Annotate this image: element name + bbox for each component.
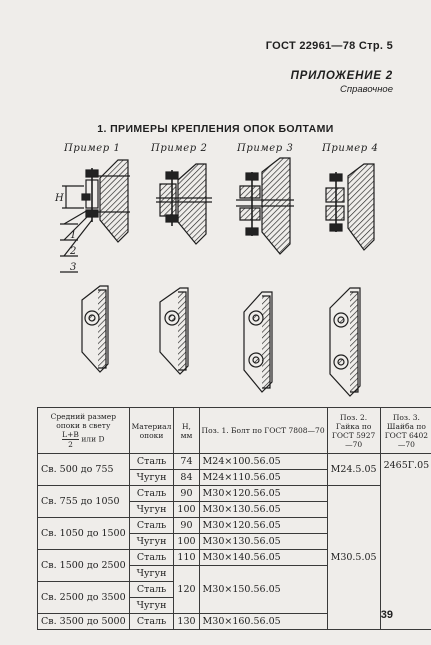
table-row: Чугун 120 М30×150.56.05 xyxy=(38,566,431,582)
header-nut: Поз. 2. Гайка по ГОСТ 5927—70 xyxy=(327,408,380,454)
header-size: Средний размер опоки в свету $\frac{L+B}{2}$ или D xyxy=(38,408,130,454)
example-4-label: Пример 4 xyxy=(322,143,379,154)
table-row: Св. 755 до 1050 Сталь 90 М30×120.56.05 М30.5.05 xyxy=(38,486,431,502)
example-4-front-view xyxy=(330,288,360,396)
example-1-front-view xyxy=(82,286,108,372)
header-bolt: Поз. 1. Болт по ГОСТ 7808—70 xyxy=(199,408,327,454)
example-4-side-view xyxy=(326,164,374,250)
header-washer: Поз. 3. Шайба по ГОСТ 6402—70 xyxy=(380,408,431,454)
example-3-front-view xyxy=(244,292,272,392)
table-header-row xyxy=(38,408,431,454)
example-1-label: Пример 1 xyxy=(64,143,121,154)
table-row: Чугун xyxy=(38,598,431,614)
table-row: Св. 500 до 755 Сталь 74 М24×100.56.05 М24.5.05 2465Г.05 xyxy=(38,454,431,470)
table-row: Св. 1050 до 1500 Сталь 90 М30×120.56.05 xyxy=(38,518,431,534)
table-row: Чугун 100 М30×130.56.05 xyxy=(38,534,431,550)
table-row: Св. 2500 до 3500 Сталь xyxy=(38,582,431,598)
header-material: Материал опоки xyxy=(129,408,174,454)
example-2-front-view xyxy=(160,288,188,374)
appendix-title: ПРИЛОЖЕНИЕ 2 xyxy=(290,70,393,82)
table-row: Чугун 100 М30×130.56.05 xyxy=(38,502,431,518)
height-label-h: H xyxy=(55,193,64,204)
header-h: H, мм xyxy=(174,408,199,454)
callout-3: 3 xyxy=(70,262,77,273)
callout-1: 1 xyxy=(70,230,77,241)
page-number: 39 xyxy=(380,609,393,621)
table-row: Св. 1500 до 2500 Сталь 110 М30×140.56.05 xyxy=(38,550,431,566)
example-2-label: Пример 2 xyxy=(151,143,208,154)
example-2-side-view xyxy=(156,164,212,244)
example-3-side-view xyxy=(236,158,294,254)
table-row: Св. 3500 до 5000 Сталь 130 М30×160.56.05 xyxy=(38,614,431,630)
document-header: ГОСТ 22961—78 Стр. 5 xyxy=(265,40,393,52)
example-3-label: Пример 3 xyxy=(237,143,294,154)
section-title: 1. ПРИМЕРЫ КРЕПЛЕНИЯ ОПОК БОЛТАМИ xyxy=(97,123,334,135)
table-row: Чугун 84 М24×110.56.05 xyxy=(38,470,431,486)
specification-table xyxy=(37,407,431,630)
appendix-subtitle: Справочное xyxy=(340,84,393,95)
callout-2: 2 xyxy=(70,246,77,257)
